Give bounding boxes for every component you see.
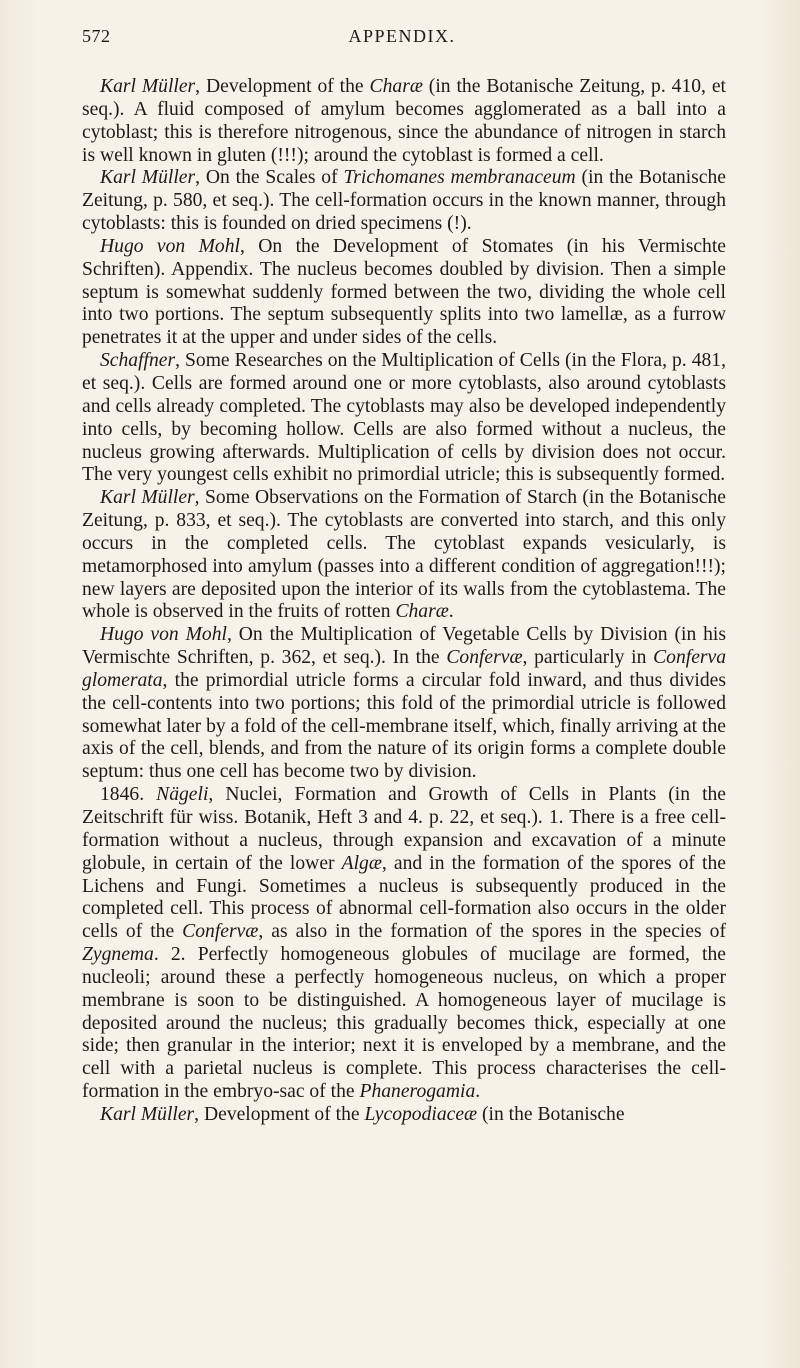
entry-text: , Development of the bbox=[194, 1103, 365, 1125]
bibliography-entry bbox=[82, 1104, 726, 1127]
entry-text: , On the Multiplication of Vegetable Cells by Division (in his Vermischte Schriften, p. 362, et seq.). In the bbox=[82, 624, 726, 669]
entry-text: . bbox=[475, 1081, 481, 1103]
entry-text: . bbox=[448, 601, 454, 623]
bibliography-entry bbox=[82, 487, 726, 624]
entry-author: Nägeli bbox=[156, 784, 209, 806]
entry-text: , On the Scales of bbox=[195, 167, 344, 189]
entry-text: , as also in the formation of the spores in the species of bbox=[258, 921, 726, 943]
entry-text: , Some Researches on the Multiplication of Cells (in the Flora, p. 481, et seq.). Cells are formed around one or more cytoblasts, also around cytoblasts and cells already completed. The cytoblasts may also be developed independently into cells, by becoming hollow. Cells are also formed without a nucleus, the nucleus growing afterwards. Multiplication of cells by division does not occur. The very youngest cells exhibit no primordial utricle; this is subsequently formed. bbox=[82, 350, 726, 486]
italic-term: Confervæ bbox=[446, 647, 523, 669]
italic-term: Conferva glomerata bbox=[82, 647, 727, 691]
page-header bbox=[82, 26, 722, 56]
entry-text: , the primordial utricle forms a circular fold inward, and thus divides the cell-contents into two portions; this fold of the primordial utricle is followed somewhat later by a fold of the cell-membrane itself, which, finally arriving at the axis of the cell, blends, and from the nature of its origin forms a complete double septum: thus one cell has become two by division. bbox=[82, 669, 726, 783]
running-title: APPENDIX. bbox=[348, 26, 456, 46]
entry-text: , Development of the bbox=[195, 76, 370, 97]
entry-text: (in the Botanische bbox=[477, 1103, 625, 1125]
italic-term: Charæ bbox=[395, 601, 449, 623]
entry-text: , and in the formation of the spores of the Lichens and Fungi. Sometimes a nucleus is subsequently produced in the completed cell. This process of abnormal cell-formation also occurs in the older cells of the bbox=[82, 852, 726, 943]
bibliography-entry bbox=[82, 784, 726, 1104]
entry-author: Hugo von Mohl bbox=[100, 235, 240, 257]
entry-author: Karl Müller bbox=[100, 76, 196, 97]
italic-term: Trichomanes membranaceum bbox=[343, 167, 576, 189]
entry-text: , particularly in bbox=[522, 647, 654, 669]
italic-term: Charæ bbox=[369, 76, 423, 97]
entry-author: Karl Müller bbox=[100, 167, 196, 189]
italic-term: Zygnema bbox=[82, 944, 154, 966]
page-number: 572 bbox=[82, 26, 111, 46]
bibliography-entry bbox=[82, 624, 726, 784]
entry-text: , Some Observations on the Formation of Starch (in the Botanische Zeitung, p. 833, et seq.). The cytoblasts are converted into starch, and this only occurs in the completed cells. The cytoblast expands vesicularly, is metamorphosed into amylum (passes into a different condition of aggregation!!!); new layers are deposited upon the interior of its walls from the cytoblastema. The whole is observed in the fruits of rotten bbox=[82, 487, 726, 623]
entry-year: 1846. bbox=[100, 784, 145, 806]
entry-text: (in the Botanische Zeitung, p. 580, et seq.). The cell-formation occurs in the known manner, through cytoblasts: this is founded on dried specimens (!). bbox=[82, 167, 726, 235]
italic-term: Confervæ bbox=[182, 921, 259, 943]
bibliography-entry bbox=[82, 236, 726, 350]
entry-author: Karl Müller bbox=[100, 1103, 195, 1125]
entry-text: . 2. Perfectly homogeneous globules of mucilage are formed, the nucleoli; around these a perfectly homogeneous nucleus, on which a proper membrane is soon to be distinguished. A homogeneous layer of mucilage is deposited around the nucleus; this gradually becomes thick, especially at one side; then granular in the interior; next it is enveloped by a membrane, and the cell with a parietal nucleus is complete. This process characterises the cell-formation in the embryo-sac of the bbox=[82, 944, 726, 1103]
bibliography-entry bbox=[82, 76, 726, 167]
entry-text: (in the Botanische Zeitung, p. 410, et seq.). A fluid composed of amylum becomes agglomerated as a ball into a cytoblast; this is therefore nitrogenous, since the abundance of nitrogen in starch is well known in gluten (!!!); around the cytoblast is formed a cell. bbox=[82, 76, 726, 166]
entry-author: Hugo von Mohl bbox=[100, 624, 227, 646]
body-text bbox=[82, 76, 726, 1127]
entry-author: Schaffner bbox=[100, 350, 176, 372]
bibliography-entry bbox=[82, 350, 726, 487]
italic-term: Phanerogamia bbox=[359, 1081, 476, 1103]
entry-text: , On the Development of Stomates (in his Vermischte Schriften). Appendix. The nucleus becomes doubled by division. Then a simple septum is somewhat suddenly formed between the two, dividing the whole cell into two portions. The septum subsequently splits into two lamellæ, as a furrow penetrates it at the upper and under sides of the cells. bbox=[82, 235, 726, 349]
entry-author: Karl Müller bbox=[100, 487, 195, 509]
italic-term: Algæ bbox=[341, 852, 382, 874]
entry-text: , Nuclei, Formation and Growth of Cells in Plants (in the Zeitschrift für wiss. Botanik, Heft 3 and 4. p. 22, et seq.). 1. There is a free cell-formation without a nucleus, through expansion and excavation of a minute globule, in certain of the lower bbox=[82, 784, 726, 874]
italic-term: Lycopodiaceæ bbox=[364, 1103, 478, 1125]
bibliography-entry bbox=[82, 167, 726, 236]
